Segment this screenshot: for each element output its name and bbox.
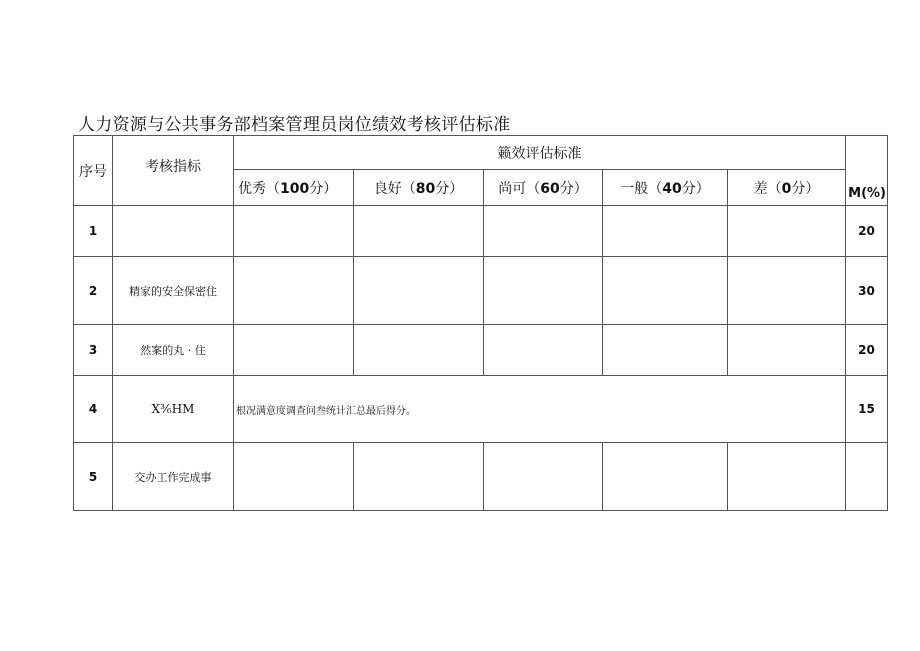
level-name: 良好（ [373, 180, 416, 197]
level-score: 40 [662, 180, 682, 197]
criteria-cell [484, 206, 603, 257]
criteria-cell [234, 325, 354, 376]
row-seq: 5 [74, 443, 113, 511]
header-row-1 [74, 136, 888, 170]
criteria-cell [234, 257, 354, 325]
table-row [74, 257, 888, 325]
evaluation-table [73, 135, 888, 511]
level-score: 60 [540, 180, 560, 197]
level-unit: 分） [309, 180, 338, 197]
table-row [74, 443, 888, 511]
criteria-cell [484, 325, 603, 376]
row-indicator: 精家的安全保密住 [113, 257, 234, 325]
row-indicator: X³⁄₆HM [113, 376, 234, 443]
criteria-cell [234, 206, 354, 257]
row-seq: 3 [74, 325, 113, 376]
header-level-good [354, 170, 484, 206]
criteria-cell [234, 443, 354, 511]
criteria-cell [354, 257, 484, 325]
criteria-cell [728, 325, 846, 376]
row-indicator: 然案的丸 · 住 [113, 325, 234, 376]
row-description: 根况满意度调查问叁统计汇总最后得分。 [234, 376, 846, 443]
header-level-average [603, 170, 728, 206]
level-unit: 分） [681, 180, 710, 197]
criteria-cell [354, 443, 484, 511]
criteria-cell [603, 206, 728, 257]
header-level-poor [728, 170, 846, 206]
criteria-cell [354, 206, 484, 257]
row-seq: 1 [74, 206, 113, 257]
level-name: 优秀（ [238, 180, 280, 197]
row-weight: 20 [846, 206, 888, 257]
criteria-cell [728, 257, 846, 325]
row-weight: 15 [846, 376, 888, 443]
level-unit: 分） [791, 180, 820, 197]
criteria-cell [603, 257, 728, 325]
criteria-cell [484, 257, 603, 325]
level-score: 100 [280, 180, 310, 197]
level-score: 80 [415, 180, 436, 197]
level-name: 差（ [753, 180, 782, 197]
header-weight: M(%) [846, 136, 888, 206]
level-unit: 分） [559, 180, 588, 197]
header-criteria-group: 籁效评估标准 [234, 136, 846, 170]
row-weight: 20 [846, 325, 888, 376]
level-unit: 分） [435, 180, 464, 197]
level-score: 0 [781, 180, 792, 197]
row-weight [846, 443, 888, 511]
level-name: 一般（ [620, 180, 663, 197]
level-name: 尚可（ [498, 180, 541, 197]
criteria-cell [603, 443, 728, 511]
header-level-fair [484, 170, 603, 206]
row-seq: 2 [74, 257, 113, 325]
criteria-cell [484, 443, 603, 511]
criteria-cell [728, 206, 846, 257]
header-seq: 序号 [74, 136, 113, 206]
table-row [74, 206, 888, 257]
row-seq: 4 [74, 376, 113, 443]
criteria-cell [728, 443, 846, 511]
page-title: 人力资源与公共事务部档案管理员岗位绩效考核评估标准 [78, 115, 511, 135]
row-indicator: 交办工作完成事 [113, 443, 234, 511]
criteria-cell [603, 325, 728, 376]
row-indicator [113, 206, 234, 257]
table-row [74, 325, 888, 376]
header-indicator: 考核指标 [113, 136, 234, 206]
row-weight: 30 [846, 257, 888, 325]
header-level-excellent [234, 170, 354, 206]
criteria-cell [354, 325, 484, 376]
table-row [74, 376, 888, 443]
